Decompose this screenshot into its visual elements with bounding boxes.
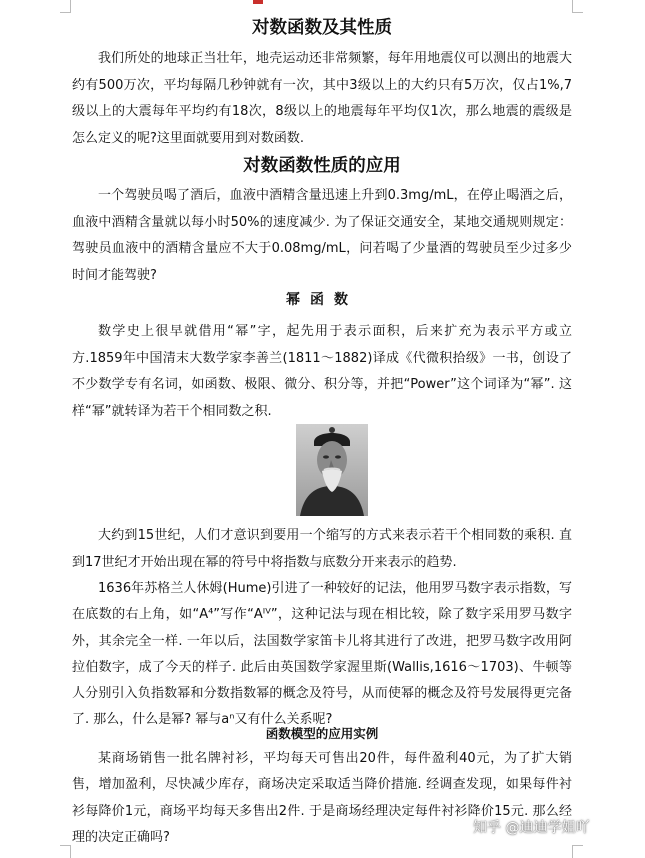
paragraph-drunk-driver: 一个驾驶员喝了酒后，血液中酒精含量迅速上升到0.3mg/mL，在停止喝酒之后，血液中酒精含量就以每小时50%的速度减少. 为了保证交通安全，某地交通规则规定：驾驶员血液中的酒精含量应不大于0.08mg/mL，问若喝了少量酒的驾驶员至少过多少时间才能驾驶? — [72, 188, 572, 283]
heading-model-example: 函数模型的应用实例 — [265, 726, 379, 741]
zhihu-watermark: 知乎 @迪迪学姐吖 — [473, 820, 590, 836]
crop-mark-top-right — [572, 0, 583, 13]
crop-mark-bottom-left — [60, 845, 71, 858]
crop-mark-top-left — [60, 0, 71, 13]
paragraph-earthquake: 我们所处的地球正当壮年，地壳运动还非常频繁，每年用地震仪可以测出的地震大约有500万次，平均每隔几秒钟就有一次，其中3级以上的大约只有5万次，仅占1%,7级以上的大震每年平均约有18次，8级以上的地震每年平均仅1次，那么地震的震级是怎么定义的呢?这里面就要用到对数函数. — [72, 51, 572, 146]
portrait-image — [296, 424, 368, 516]
paragraph-hume-notation: 1636年苏格兰人休姆(Hume)引进了一种较好的记法，他用罗马数字表示指数，写在底数的右上角，如“A⁴”写作“Aᴵⱽ”，这种记法与现在相比较，除了数字采用罗马数字外，其余完全一样. 一年以后，法国数学家笛卡儿将其进行了改进，把罗马数字改用阿拉伯数字，成了今天的样子. 此后由英国数学家渥里斯(Wallis,1616～1703)、牛顿等人分别引入负指数幂和分数指数幂的概念及符号，从而使幂的概念及符号发展得更完备了. 那么，什么是幂? 幂与aⁿ又有什么关系呢? — [72, 581, 572, 728]
paragraph-shirt-sales: 某商场销售一批名牌衬衫，平均每天可售出20件，每件盈利40元，为了扩大销售，增加盈利，尽快减少库存，商场决定采取适当降价措施. 经调查发现，如果每件衬衫每降价1元，商场平均每天多售出2件. 于是商场经理决定每件衬衫降价15元. 那么经理的决定正确吗? — [72, 751, 572, 845]
heading-log-application: 对数函数性质的应用 — [243, 156, 401, 176]
paragraph-power-history: 数学史上很早就借用“幂”字，起先用于表示面积，后来扩充为表示平方或立方.1859年中国清末大数学家李善兰(1811～1882)译成《代微积拾级》一书，创设了不少数学专有名词，如函数、极限、微分、积分等，并把“Power”这个词译为“幂”. 这样“幂”就转译为若干个相同数之积. — [72, 324, 572, 419]
red-edge-mark — [253, 0, 263, 4]
heading-log-function: 对数函数及其性质 — [252, 18, 392, 38]
paragraph-fifteenth-century: 大约到15世纪，人们才意识到要用一个缩写的方式来表示若干个相同数的乘积. 直到17世纪才开始出现在幂的符号中将指数与底数分开来表示的趋势. — [72, 528, 572, 570]
portrait-illustration — [296, 424, 368, 516]
heading-power-function: 幂函数 — [286, 292, 358, 308]
crop-mark-bottom-right — [572, 845, 583, 858]
